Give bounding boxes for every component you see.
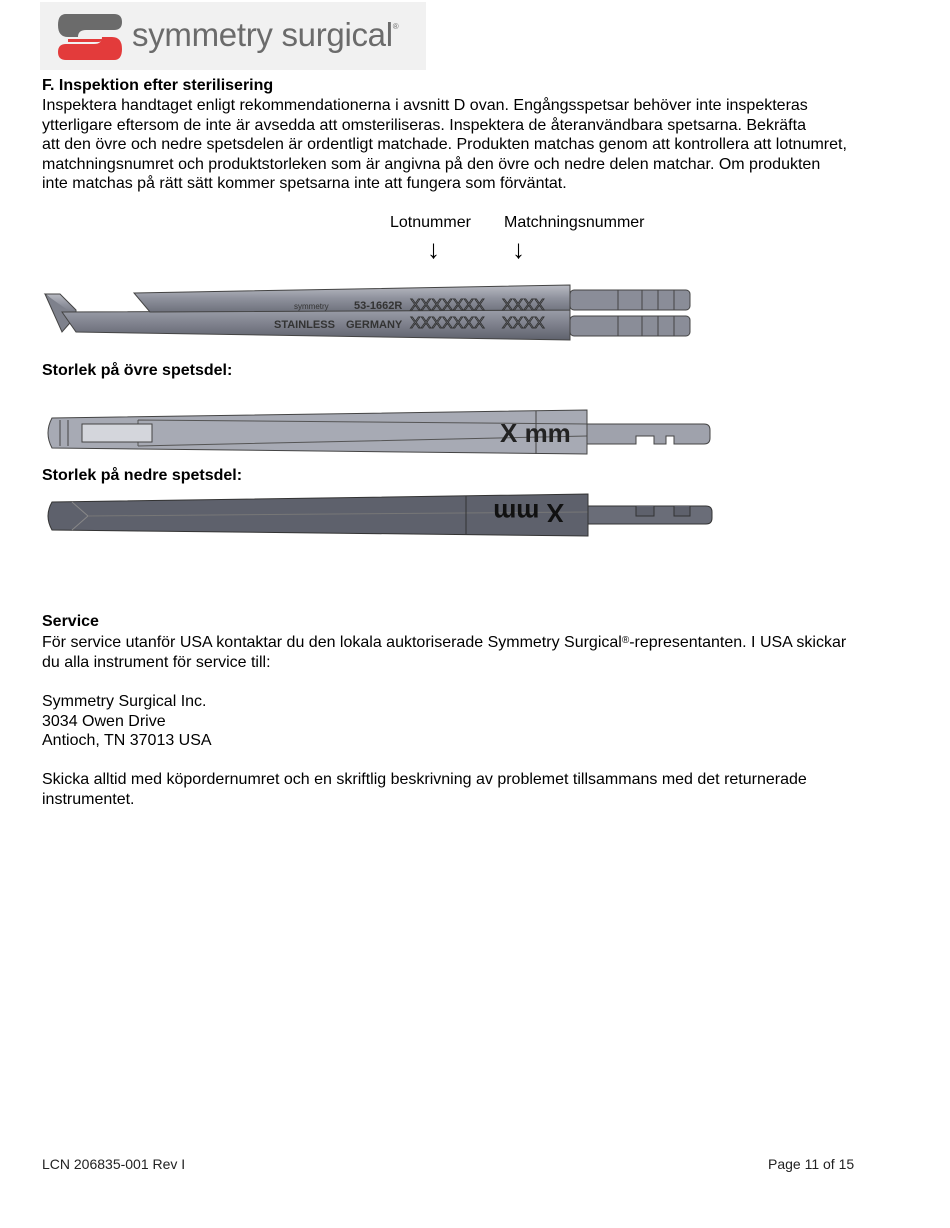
lower-tip-title: Storlek på nedre spetsdel: bbox=[42, 467, 243, 484]
service-line-2: du alla instrument för service till: bbox=[42, 653, 271, 671]
section-f-body bbox=[42, 96, 922, 194]
match-number-label: Matchningsnummer bbox=[504, 214, 645, 231]
service-body bbox=[42, 633, 922, 672]
engraving-model: 53-1662R bbox=[354, 300, 403, 312]
section-f-line: inte matchas på rätt sätt kommer spetsarna inte att fungera som förväntat. bbox=[42, 175, 567, 193]
address-line: 3034 Owen Drive bbox=[42, 712, 166, 730]
service-address bbox=[42, 692, 212, 751]
footer-page-number: Page 11 of 15 bbox=[768, 1156, 855, 1172]
engraving-brand: symmetry bbox=[294, 302, 329, 311]
engraving-germany: GERMANY bbox=[346, 319, 403, 331]
company-logo bbox=[40, 2, 426, 70]
service-title: Service bbox=[42, 613, 99, 630]
service-note-line: Skicka alltid med köpordernumret och en skriftlig beskrivning av problemet tillsammans med det returnerade bbox=[42, 771, 807, 788]
match-arrow-icon: ↓ bbox=[512, 234, 525, 264]
section-f-title: F. Inspektion efter sterilisering bbox=[42, 77, 274, 94]
logo-wordmark: symmetry surgical® bbox=[132, 16, 399, 53]
lower-tip-illustration bbox=[42, 492, 714, 540]
footer-doc-id: LCN 206835-001 Rev I bbox=[42, 1156, 186, 1172]
service-line-1: För service utanför USA kontaktar du den lokala auktoriserade Symmetry Surgical®-representanten. I USA skickar bbox=[42, 634, 847, 651]
address-line: Antioch, TN 37013 USA bbox=[42, 732, 212, 750]
symmetry-s-logo-icon bbox=[56, 10, 124, 64]
service-note-line: instrumentet. bbox=[42, 790, 135, 808]
upper-tip-illustration bbox=[42, 406, 712, 460]
engraving-match-upper: XXXX bbox=[502, 297, 545, 314]
lot-arrow-icon: ↓ bbox=[427, 234, 440, 264]
section-f-line: Inspektera handtaget enligt rekommendationerna i avsnitt D ovan. Engångsspetsar behöver inte inspekteras bbox=[42, 97, 808, 114]
upper-tip-title: Storlek på övre spetsdel: bbox=[42, 362, 233, 379]
engraving-stainless: STAINLESS bbox=[274, 319, 335, 331]
tip-pair-illustration bbox=[40, 280, 700, 346]
service-note bbox=[42, 770, 922, 809]
section-f-line: matchningsnumret och produktstorleken som är angivna på den övre och nedre delen matchar. Om produkten bbox=[42, 155, 821, 173]
upper-size-label: X mm bbox=[500, 418, 571, 448]
section-f-line: att den övre och nedre spetsdelen är ordentligt matchade. Produkten matchas genom att kontrollera att lotnumret, bbox=[42, 136, 847, 154]
lot-number-label: Lotnummer bbox=[390, 214, 471, 231]
engraving-lot-lower: XXXXXXX bbox=[410, 315, 485, 332]
engraving-match-lower: XXXX bbox=[502, 315, 545, 332]
section-f-line: ytterligare eftersom de inte är avsedda att omsteriliseras. Inspektera de återanvändbara spetsarna. Bekräfta bbox=[42, 116, 806, 134]
lower-size-label: X mm bbox=[493, 498, 564, 528]
engraving-lot-upper: XXXXXXX bbox=[410, 297, 485, 314]
address-line: Symmetry Surgical Inc. bbox=[42, 693, 207, 710]
